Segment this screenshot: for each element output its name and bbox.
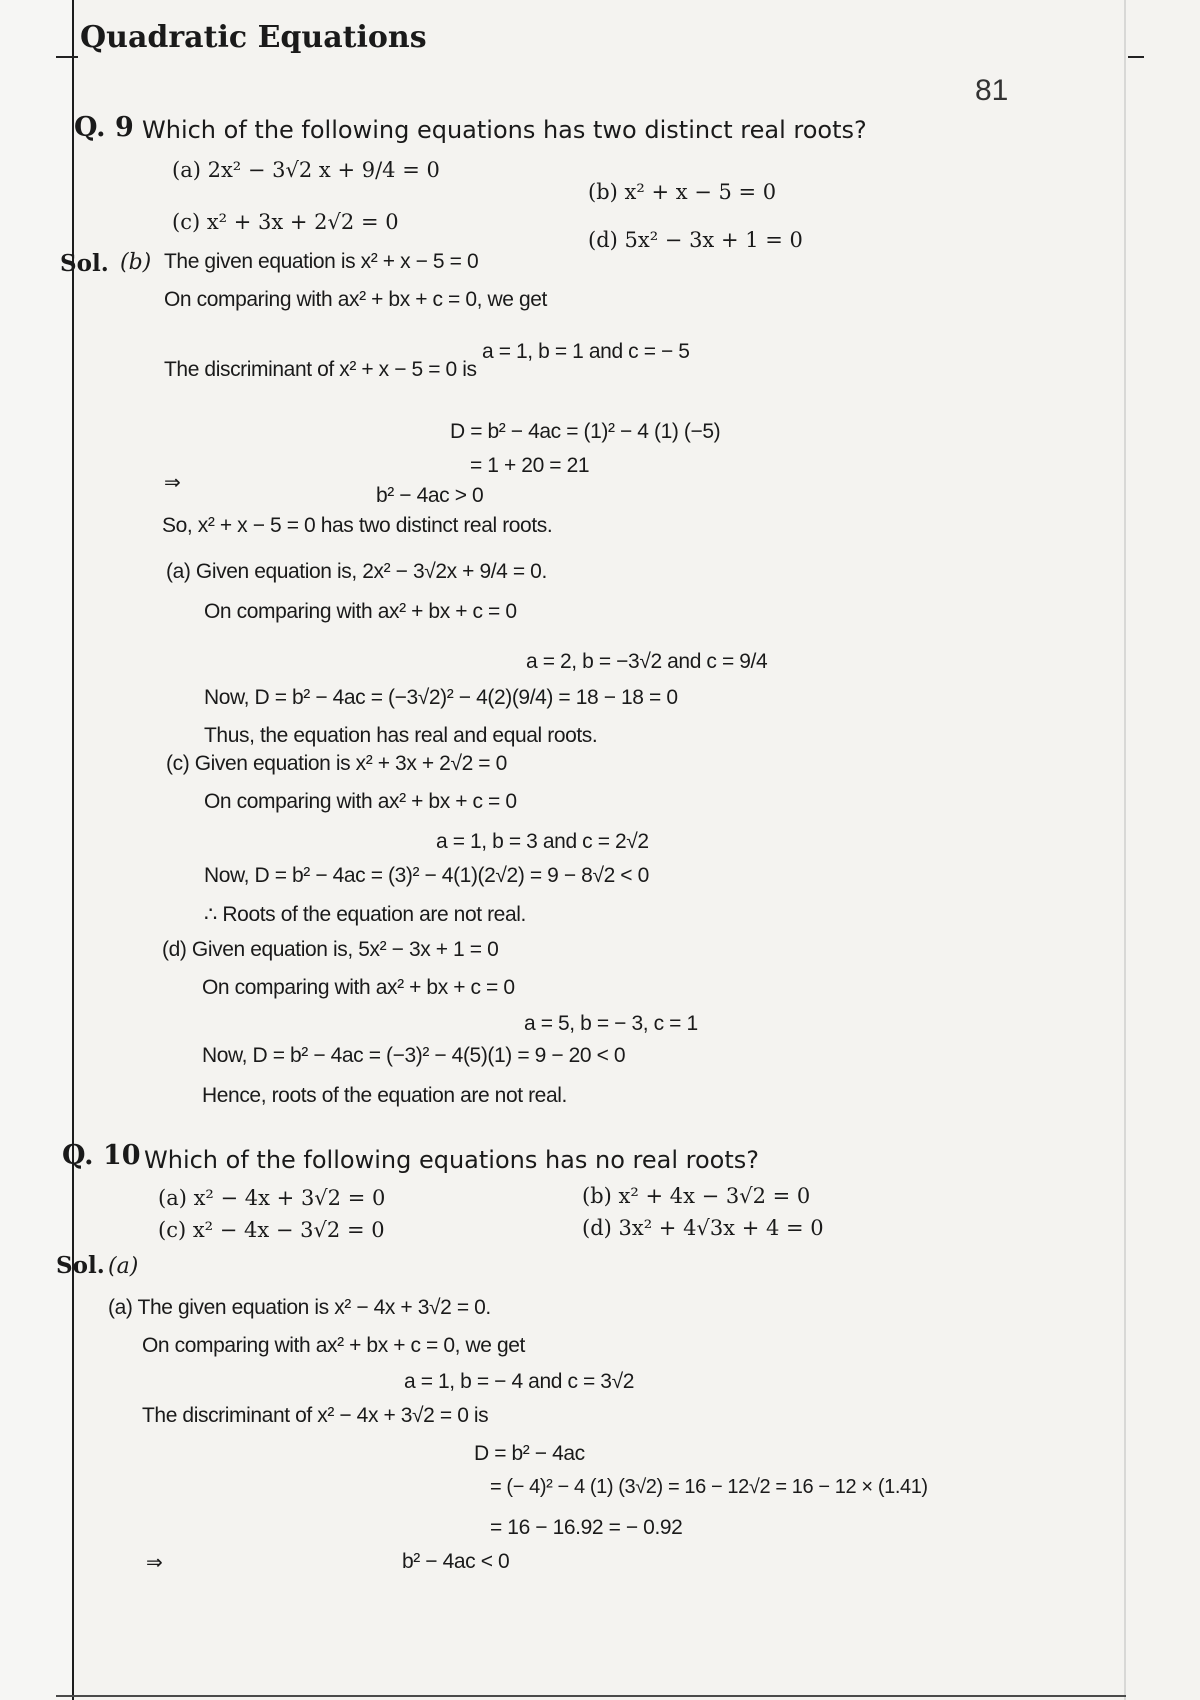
solution-line: a = 1, b = 3 and c = 2√2 [436,830,649,853]
solution-line: On comparing with ax² + bx + c = 0, we get [142,1334,525,1357]
option-d: (d) 5x² − 3x + 1 = 0 [588,228,803,252]
page-edge [1124,0,1126,1700]
solution-line: Hence, roots of the equation are not real. [202,1084,567,1107]
solution-line: The given equation is x² + x − 5 = 0 [164,250,479,273]
solution-line: Now, D = b² − 4ac = (−3)² − 4(5)(1) = 9 − 20 < 0 [202,1044,626,1067]
solution-line: = (− 4)² − 4 (1) (3√2) = 16 − 12√2 = 16 − 12 × (1.41) [490,1476,928,1498]
header-rule-right [1128,56,1144,58]
question-number: Q. 10 [62,1140,141,1171]
solution-line: D = b² − 4ac = (1)² − 4 (1) (−5) [450,420,721,443]
option-d: (d) 3x² + 4√3x + 4 = 0 [582,1216,824,1240]
option-c: (c) x² − 4x − 3√2 = 0 [158,1218,385,1242]
solution-line: Thus, the equation has real and equal roots. [204,724,598,747]
solution-line: On comparing with ax² + bx + c = 0 [204,600,517,623]
solution-line: (d) Given equation is, 5x² − 3x + 1 = 0 [162,938,499,961]
solution-line: = 1 + 20 = 21 [470,454,590,477]
option-a: (a) 2x² − 3√2 x + 9/4 = 0 [172,158,440,182]
solution-line: b² − 4ac > 0 [376,484,484,507]
solution-line: On comparing with ax² + bx + c = 0 [202,976,515,999]
solution-line: The discriminant of x² − 4x + 3√2 = 0 is [142,1404,489,1427]
solution-label: Sol. [60,250,109,277]
solution-line: a = 1, b = 1 and c = − 5 [482,340,690,363]
solution-line: The discriminant of x² + x − 5 = 0 is [164,358,477,381]
solution-line: Now, D = b² − 4ac = (3)² − 4(1)(2√2) = 9 − 8√2 < 0 [204,864,649,887]
solution-line: (c) Given equation is x² + 3x + 2√2 = 0 [166,752,507,775]
header-rule-left [56,56,78,58]
page-number: 81 [975,74,1009,107]
bottom-rule [56,1695,1126,1697]
solution-answer: (b) [120,250,152,275]
option-b: (b) x² + 4x − 3√2 = 0 [582,1184,811,1208]
solution-line: = 16 − 16.92 = − 0.92 [490,1516,683,1539]
solution-line: (a) Given equation is, 2x² − 3√2x + 9/4 = 0. [166,560,547,583]
solution-line: ∴ Roots of the equation are not real. [204,903,526,926]
chapter-title: Quadratic Equations [80,20,427,55]
solution-line: a = 1, b = − 4 and c = 3√2 [404,1370,634,1393]
solution-label: Sol. [56,1252,105,1279]
solution-line: a = 2, b = −3√2 and c = 9/4 [526,650,768,673]
solution-line: a = 5, b = − 3, c = 1 [524,1012,698,1035]
solution-line: On comparing with ax² + bx + c = 0, we get [164,288,547,311]
implies-arrow: ⇒ [164,470,181,494]
solution-line: On comparing with ax² + bx + c = 0 [204,790,517,813]
solution-line: D = b² − 4ac [474,1442,585,1465]
question-number: Q. 9 [74,112,134,143]
solution-line: (a) The given equation is x² − 4x + 3√2 = 0. [108,1296,491,1319]
question-text: Which of the following equations has no real roots? [144,1146,760,1174]
solution-line: b² − 4ac < 0 [402,1550,510,1573]
option-a: (a) x² − 4x + 3√2 = 0 [158,1186,386,1210]
solution-line: So, x² + x − 5 = 0 has two distinct real roots. [162,514,553,537]
solution-line: Now, D = b² − 4ac = (−3√2)² − 4(2)(9/4) = 18 − 18 = 0 [204,686,678,709]
implies-arrow: ⇒ [146,1550,163,1574]
option-c: (c) x² + 3x + 2√2 = 0 [172,210,399,234]
option-b: (b) x² + x − 5 = 0 [588,180,777,204]
solution-answer: (a) [108,1254,139,1279]
question-text: Which of the following equations has two distinct real roots? [142,116,867,144]
